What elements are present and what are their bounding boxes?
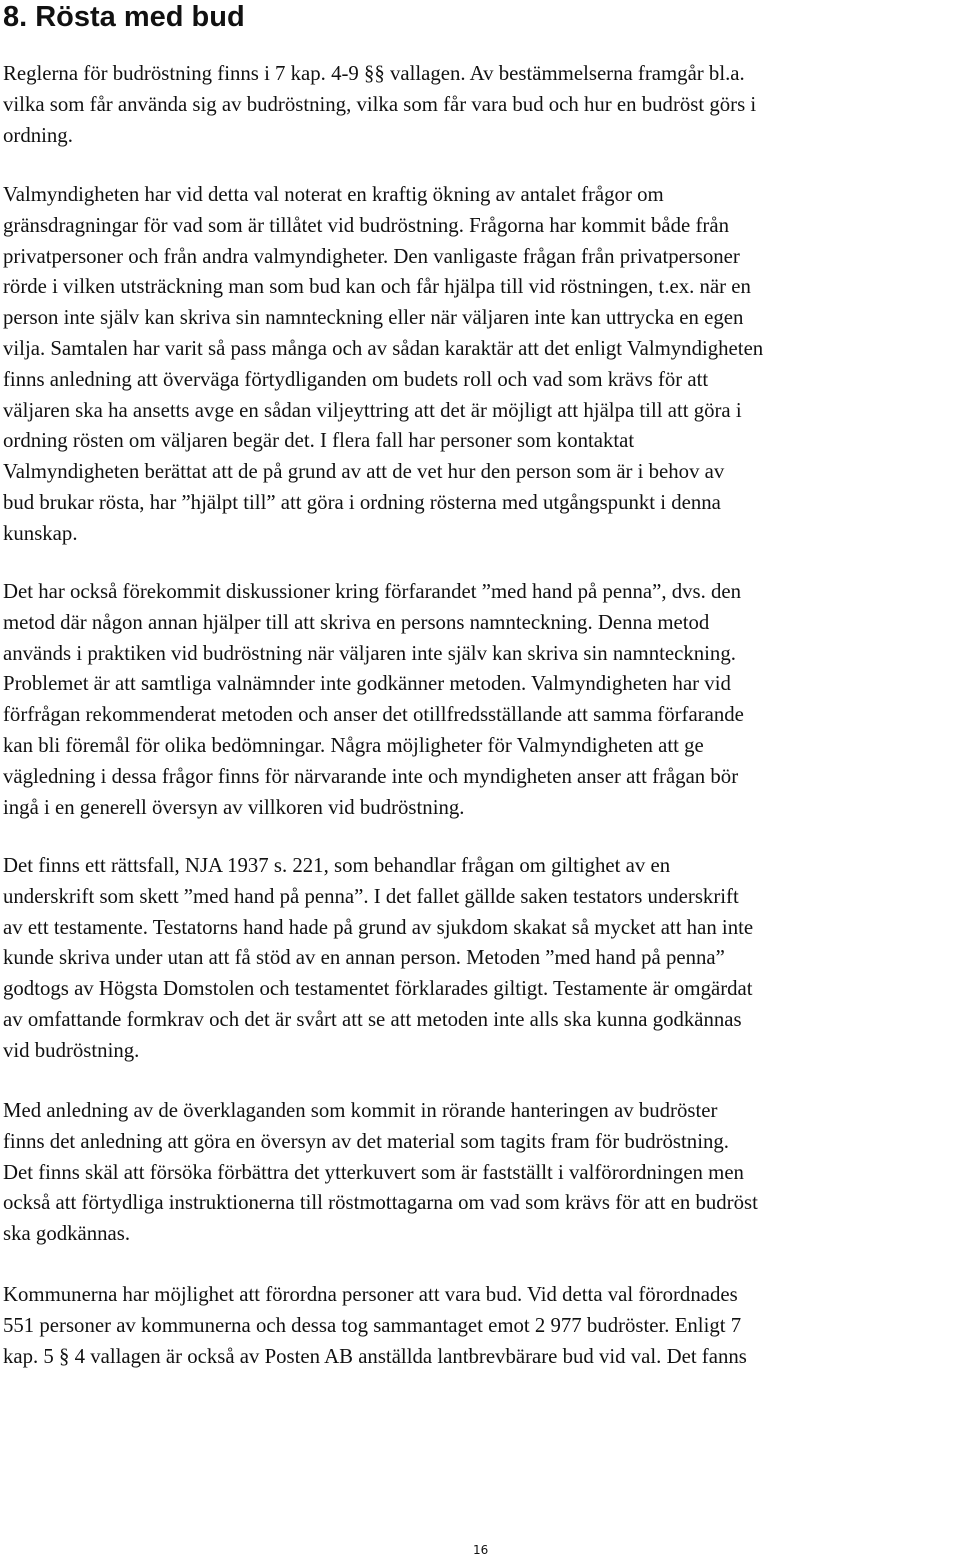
text-line: Kommunerna har möjlighet att förordna personer att vara bud. Vid detta val förordnades: [3, 1283, 738, 1306]
text-line: också att förtydliga instruktionerna till röstmottagarna om vad som krävs för att en budröst: [3, 1191, 758, 1215]
text-line: Med anledning av de överklaganden som kommit in rörande hanteringen av budröster: [3, 1099, 718, 1122]
text-line: kunde skriva under utan att få stöd av en annan person. Metoden ”med hand på penna”: [3, 946, 725, 970]
paragraph-hand-on-pen: [3, 577, 958, 823]
page-number: 16: [473, 1543, 489, 1557]
text-line: ordning.: [3, 123, 73, 147]
text-line: förfrågan rekommenderat metoden och anser det otillfredsställande att samma förfarande: [3, 703, 744, 727]
text-line: Valmyndigheten berättat att de på grund av att de vet hur den person som är i behov av: [3, 460, 725, 484]
text-line: av ett testamente. Testatorns hand hade på grund av sjukdom skakat så mycket att han inte: [3, 915, 754, 939]
text-line: används i praktiken vid budröstning när väljaren inte själv kan skriva sin namnteckning.: [3, 641, 736, 665]
paragraph-court-case: [3, 851, 958, 1067]
text-line: finns det anledning att göra en översyn av det material som tagits fram för budröstning.: [3, 1129, 729, 1153]
text-line: Det finns skäl att försöka förbättra det ytterkuvert som är fastställt i valförordningen men: [3, 1160, 744, 1184]
text-line: Det har också förekommit diskussioner kring förfarandet ”med hand på penna”, dvs. den: [3, 580, 742, 603]
text-line: privatpersoner och från andra valmyndigheter. Den vanligaste frågan från privatpersoner: [3, 244, 740, 268]
text-line: kan bli föremål för olika bedömningar. Några möjligheter för Valmyndigheten att ge: [3, 733, 704, 757]
text-line: Reglerna för budröstning finns i 7 kap. 4-9 §§ vallagen. Av bestämmelserna framgår bl.a.: [3, 62, 745, 85]
text-line: bud brukar rösta, har ”hjälpt till” att göra i ordning rösterna med utgångspunkt i denna: [3, 490, 721, 514]
text-line: underskrift som skett ”med hand på penna”. I det fallet gällde saken testators underskrift: [3, 884, 739, 908]
text-line: finns anledning att överväga förtydliganden om budets roll och vad som krävs för att: [3, 367, 709, 391]
text-line: kap. 5 § 4 vallagen är också av Posten AB anställda lantbrevbärare bud vid val. Det fanns: [3, 1344, 747, 1368]
text-line: vid budröstning.: [3, 1038, 140, 1062]
paragraph-municipalities: [3, 1280, 958, 1372]
text-line: ingå i en generell översyn av villkoren vid budröstning.: [3, 795, 465, 819]
text-line: Det finns ett rättsfall, NJA 1937 s. 221, som behandlar frågan om giltighet av en: [3, 854, 671, 877]
text-line: väljaren ska ha ansetts avge en sådan viljeyttring att det är möjligt att hjälpa till att göra i: [3, 398, 742, 422]
paragraph-questions: [3, 180, 958, 550]
paragraph-appeals: [3, 1096, 958, 1250]
text-line: 551 personer av kommunerna och dessa tog sammantaget emot 2 977 budröster. Enligt 7: [3, 1313, 742, 1337]
text-line: kunskap.: [3, 521, 78, 545]
text-line: Problemet är att samtliga valnämnder inte godkänner metoden. Valmyndigheten har vid: [3, 672, 731, 696]
text-line: metod där någon annan hjälper till att skriva en persons namnteckning. Denna metod: [3, 610, 710, 634]
text-line: vilka som får använda sig av budröstning, vilka som får vara bud och hur en budröst görs i: [3, 92, 757, 116]
section-heading: 8. Rösta med bud: [3, 1, 245, 33]
text-line: vägledning i dessa frågor finns för närvarande inte och myndigheten anser att frågan bör: [3, 764, 739, 788]
text-line: rörde i vilken utsträckning man som bud kan och får hjälpa till vid röstningen, t.ex. när en: [3, 275, 751, 299]
text-line: vilja. Samtalen har varit så pass många och av sådan karaktär att det enligt Valmyndigheten: [3, 336, 764, 360]
paragraph-rules: [3, 59, 958, 151]
text-line: av omfattande formkrav och det är svårt att se att metoden inte alls ska kunna godkännas: [3, 1007, 742, 1031]
text-line: godtogs av Högsta Domstolen och testamentet förklarades giltigt. Testamente är omgärdat: [3, 977, 753, 1001]
text-line: gränsdragningar för vad som är tillåtet vid budröstning. Frågorna har kommit både från: [3, 213, 729, 237]
text-line: person inte själv kan skriva sin namnteckning eller när väljaren inte kan uttrycka en egen: [3, 306, 744, 330]
text-line: ordning rösten om väljaren begär det. I flera fall har personer som kontaktat: [3, 429, 635, 453]
text-line: ska godkännas.: [3, 1222, 131, 1246]
text-line: Valmyndigheten har vid detta val noterat en kraftig ökning av antalet frågor om: [3, 183, 664, 206]
